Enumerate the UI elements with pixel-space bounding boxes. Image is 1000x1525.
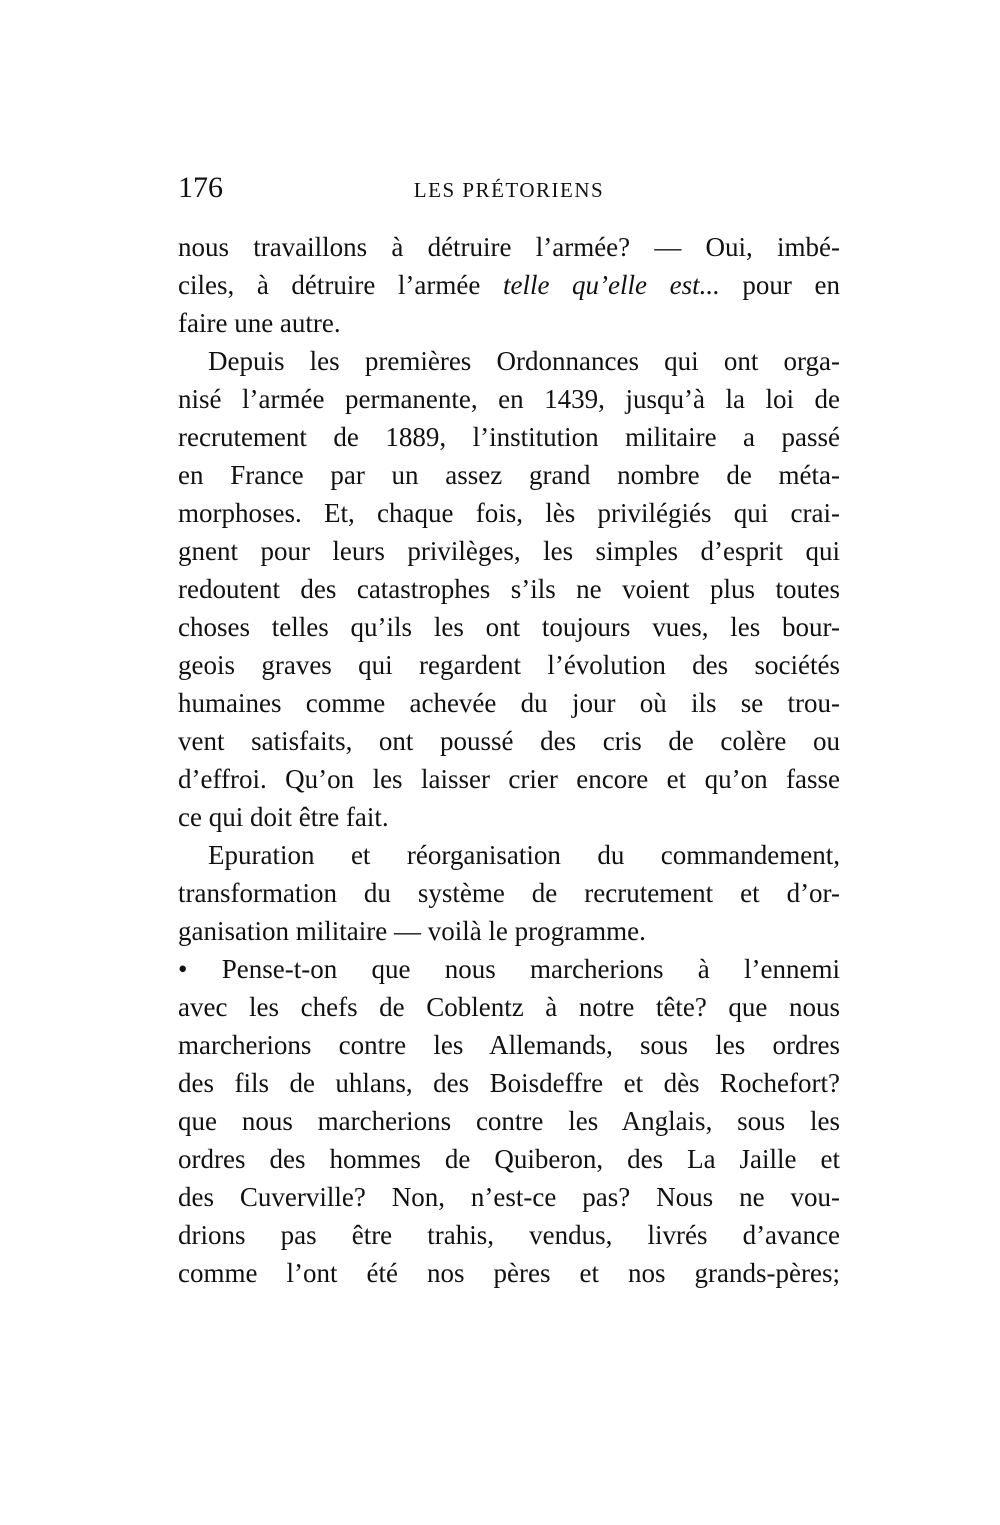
text-line: choses telles qu’ils les ont toujours vues, les bour- [178,612,840,642]
text-line: d’effroi. Qu’on les laisser crier encore et qu’on fasse [178,764,840,794]
text-line: des Cuverville? Non, n’est-ce pas? Nous ne vou- [178,1182,840,1212]
page-number: 176 [178,171,223,204]
text-line: geois graves qui regardent l’évolution des sociétés [178,650,840,680]
text-line: avec les chefs de Coblentz à notre tête? que nous [178,992,840,1022]
text-line: vent satisfaits, ont poussé des cris de colère ou [178,726,840,756]
text-line: transformation du système de recrutement et d’or- [178,878,840,908]
text-line: marcherions contre les Allemands, sous les ordres [178,1030,840,1060]
text-line: morphoses. Et, chaque fois, lès privilégiés qui crai- [178,498,840,528]
text-line: gnent pour leurs privilèges, les simples d’esprit qui [178,536,840,566]
text-line: ganisation militaire — voilà le programme. [178,916,646,946]
text-line: Epuration et réorganisation du commandement, [208,840,840,870]
text-line: ordres des hommes de Quiberon, des La Jaille et [178,1144,840,1174]
running-title: LES PRÉTORIENS [413,178,605,202]
text-line: nisé l’armée permanente, en 1439, jusqu’à la loi de [178,384,840,414]
text-line: drions pas être trahis, vendus, livrés d’avance [178,1220,840,1250]
text-segment: pour en [742,270,840,300]
text-line: faire une autre. [178,308,341,338]
text-line: comme l’ont été nos pères et nos grands-pères; [178,1258,840,1288]
text-body [178,228,840,1292]
text-line: redoutent des catastrophes s’ils ne voient plus toutes [178,574,840,604]
text-line: Depuis les premières Ordonnances qui ont orga- [208,346,840,376]
text-segment: ciles, à détruire l’armée [178,270,481,300]
text-line: humaines comme achevée du jour où ils se trou- [178,688,840,718]
text-line: recrutement de 1889, l’institution militaire a passé [178,422,840,452]
text-line: des fils de uhlans, des Boisdeffre et dès Rochefort? [178,1068,840,1098]
text-line: en France par un assez grand nombre de méta- [178,460,840,490]
text-line: • Pense-t-on que nous marcherions à l’ennemi [178,954,840,984]
text-line: nous travaillons à détruire l’armée? — Oui, imbé- [178,232,840,262]
text-line: que nous marcherions contre les Anglais, sous les [178,1106,840,1136]
text-line: ce qui doit être fait. [178,802,389,832]
text-line [178,266,840,304]
italic-phrase: telle qu’elle est... [502,270,720,300]
page-header [178,168,840,208]
